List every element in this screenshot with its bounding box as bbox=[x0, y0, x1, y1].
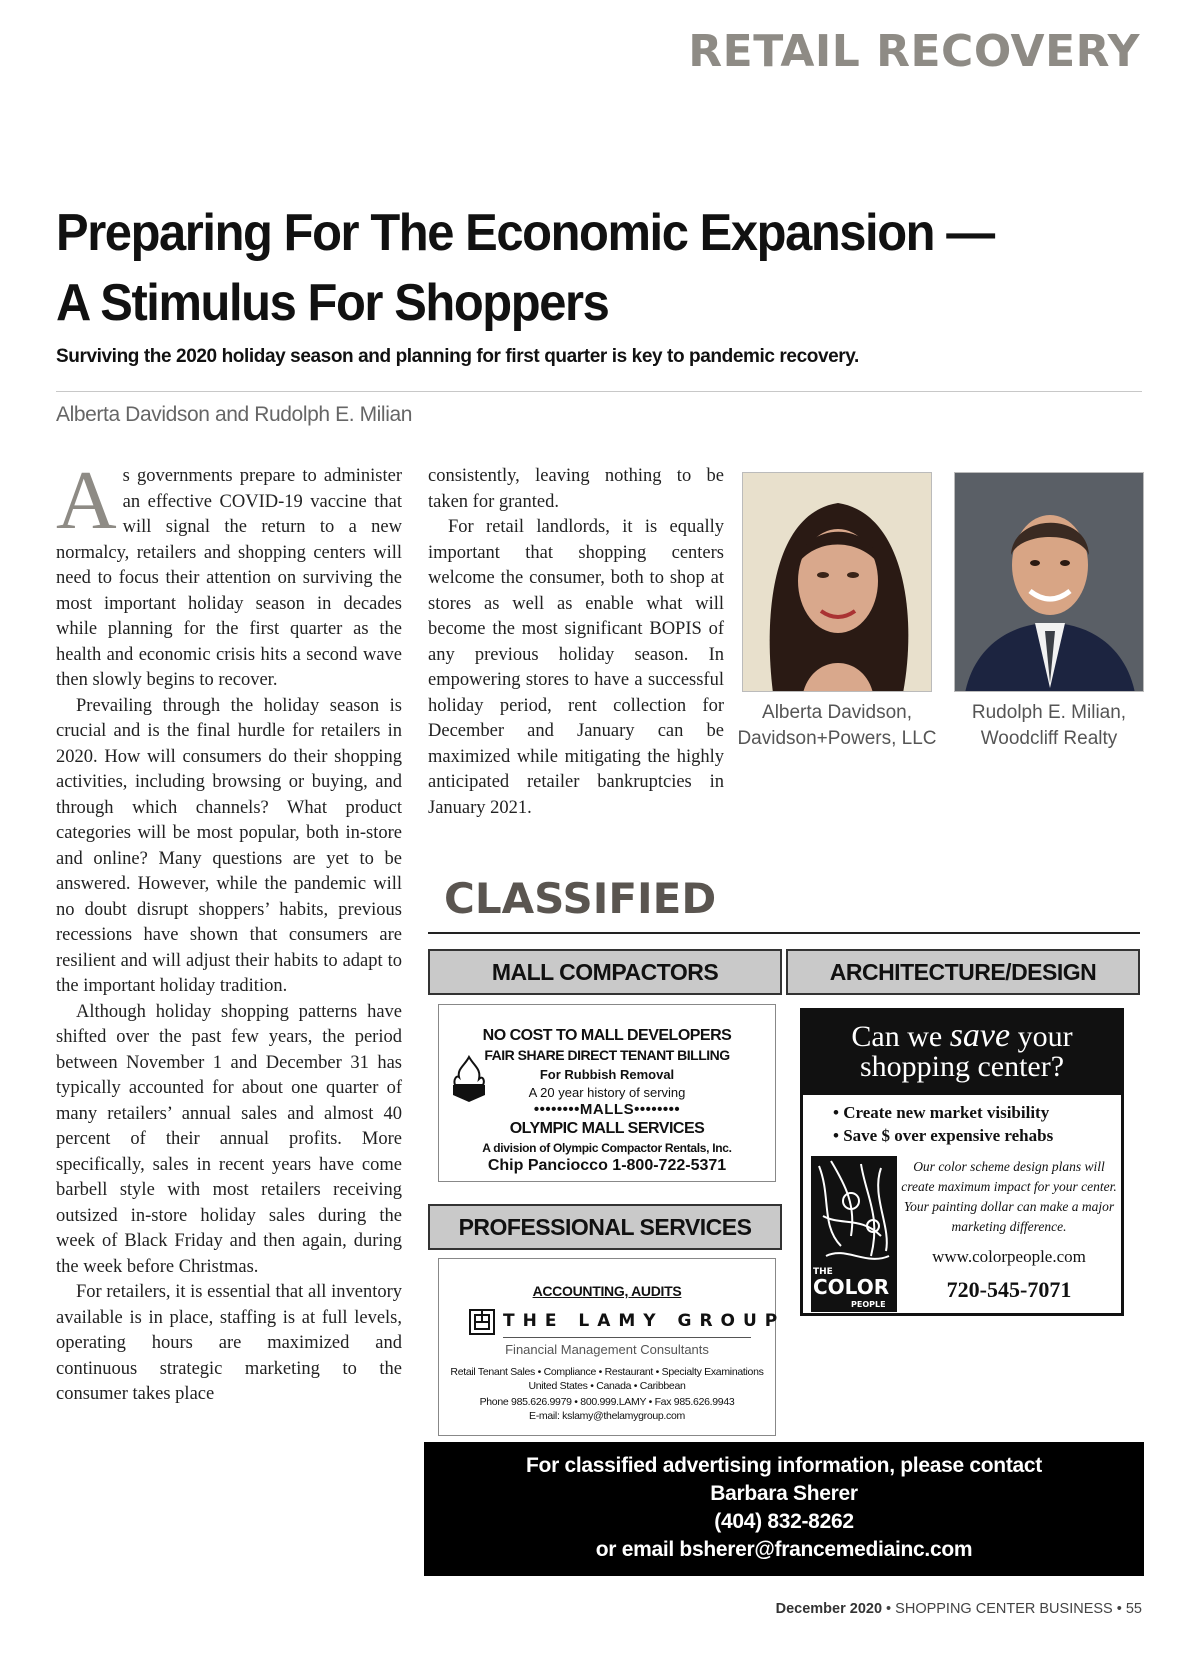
lamy-ad-underline bbox=[503, 1337, 751, 1338]
article-column-1 bbox=[56, 454, 402, 1408]
paragraph-2: Prevailing through the holiday season is crucial and is the final hurdle for retailers in 2020. How will consumers do their shopping activities, including browsing or buying, and through which channels? What product categories will be most popular, both in-store and online? Many questions are yet to be answered. However, while the pandemic will no doubt disrupt shoppers’ habits, previous recessions have shown that consumers are resilient and will adjust their habits to adapt to the important holiday tradition. bbox=[56, 695, 402, 996]
color-ad-website[interactable]: www.colorpeople.com bbox=[932, 1247, 1086, 1266]
section-header: RETAIL RECOVERY bbox=[688, 26, 1140, 77]
author-photo-alberta-davidson bbox=[742, 472, 932, 692]
caption-2-line1: Rudolph E. Milian, bbox=[971, 702, 1127, 723]
logo-color: COLOR bbox=[813, 1275, 890, 1299]
article-title-line1: Preparing For The Economic Expansion — bbox=[56, 204, 994, 262]
caption-1-line1: Alberta Davidson, bbox=[762, 702, 912, 723]
paragraph-3: Although holiday shopping patterns have shifted over the past few years, the period between November 1 and December 31 has typically accounted for about one quarter of many retailers’ annual sales and almost 40 percent of their annual profits. More specifically, sales in recent years have come barbell style with most retailers receiving outsized in-store holiday sales during the week of Black Friday and then again, during the week before Christmas. bbox=[56, 1001, 402, 1277]
lamy-ad-services bbox=[439, 1365, 775, 1393]
headline-line2: shopping center? bbox=[859, 1050, 1065, 1083]
lamy-logo-icon bbox=[469, 1309, 495, 1335]
paragraph-4: For retailers, it is essential that all inventory available is in place, staffing is at full levels, operating hours are maximized and continuous strategic marketing to the consumer takes place bbox=[56, 1282, 402, 1404]
paragraph-5: consistently, leaving nothing to be taken for granted. bbox=[428, 466, 724, 512]
mall-ad-line4: A 20 year history of serving bbox=[528, 1085, 686, 1100]
footer-publication: SHOPPING CENTER BUSINESS bbox=[895, 1601, 1113, 1617]
contact-phone: (404) 832-8262 bbox=[714, 1510, 854, 1533]
classified-contact-box bbox=[424, 1442, 1144, 1576]
mall-ad-line1: NO COST TO MALL DEVELOPERS bbox=[482, 1027, 732, 1044]
lamy-regions-line: United States • Canada • Caribbean bbox=[528, 1380, 686, 1392]
logo-the: THE bbox=[813, 1267, 833, 1277]
byline: Alberta Davidson and Rudolph E. Milian bbox=[56, 403, 413, 426]
caption-1-line2: Davidson+Powers, LLC bbox=[737, 728, 937, 749]
classified-divider bbox=[428, 932, 1140, 934]
abstract-art-icon bbox=[811, 1156, 897, 1312]
lamy-ad-subtitle: Financial Management Consultants bbox=[505, 1342, 709, 1357]
photo-caption-2 bbox=[944, 700, 1154, 752]
lamy-ad-name: THE LAMY GROUP bbox=[503, 1311, 786, 1331]
mall-ad-line6: OLYMPIC MALL SERVICES bbox=[509, 1120, 705, 1137]
article-title bbox=[56, 198, 1090, 338]
color-ad-phone: 720-545-7071 bbox=[946, 1277, 1072, 1302]
color-ad-bullet-2: • Save $ over expensive rehabs bbox=[833, 1126, 1054, 1145]
ad-the-color-people[interactable] bbox=[800, 1008, 1124, 1316]
category-mall-compactors: MALL COMPACTORS bbox=[428, 949, 782, 995]
lamy-services-line: Retail Tenant Sales • Compliance • Restaurant • Specialty Examinations bbox=[450, 1366, 764, 1378]
headline-pre: Can we bbox=[851, 1020, 950, 1053]
ad-olympic-mall-services[interactable] bbox=[438, 1004, 776, 1182]
author-photo-rudolph-milian bbox=[954, 472, 1144, 692]
lamy-email-line[interactable]: E-mail: kslamy@thelamygroup.com bbox=[529, 1410, 685, 1422]
page-footer bbox=[776, 1601, 1142, 1617]
contact-email[interactable]: or email bsherer@francemediainc.com bbox=[595, 1538, 973, 1561]
mall-ad-line5: ••••••••MALLS•••••••• bbox=[533, 1101, 681, 1118]
lamy-ad-contact bbox=[439, 1395, 775, 1423]
article-column-2 bbox=[428, 464, 724, 821]
portrait-man-image bbox=[955, 473, 1144, 692]
page-number: 55 bbox=[1125, 1601, 1142, 1617]
photo-caption-1 bbox=[732, 700, 942, 752]
logo-people: PEOPLE bbox=[851, 1300, 886, 1309]
footer-sep-1: • bbox=[882, 1601, 896, 1617]
color-ad-headline bbox=[803, 1011, 1121, 1095]
footer-sep-2: • bbox=[1112, 1601, 1126, 1617]
color-people-logo bbox=[811, 1156, 897, 1312]
portrait-woman-image bbox=[743, 473, 932, 692]
contact-line1: For classified advertising information, please contact bbox=[526, 1454, 1042, 1477]
category-architecture-design: ARCHITECTURE/DESIGN bbox=[786, 949, 1140, 995]
ad-the-lamy-group[interactable] bbox=[438, 1258, 786, 1436]
lamy-ad-heading: ACCOUNTING, AUDITS bbox=[532, 1283, 682, 1299]
footer-date: December 2020 bbox=[775, 1601, 883, 1617]
caption-2-line2: Woodcliff Realty bbox=[980, 728, 1118, 749]
paragraph-1-text: s governments prepare to administer an effective COVID-19 vaccine that will signal the return to a new normalcy, retailers and shopping centers will need to focus their attention on surviving the most important holiday season in decades while planning for the first quarter as the health and economic crisis hits a second wave then slowly begins to recover. bbox=[56, 466, 402, 690]
mall-ad-line2: FAIR SHARE DIRECT TENANT BILLING bbox=[484, 1047, 730, 1063]
category-professional-services: PROFESSIONAL SERVICES bbox=[428, 1204, 782, 1250]
contact-name: Barbara Sherer bbox=[710, 1482, 858, 1505]
article-subtitle: Surviving the 2020 holiday season and planning for first quarter is key to pandemic recovery. bbox=[56, 346, 859, 367]
color-ad-blurb: Our color scheme design plans will create maximum impact for your center. Your painting dollar can make a major marketing difference. bbox=[901, 1159, 1117, 1234]
mall-ad-contact: Chip Panciocco 1-800-722-5371 bbox=[487, 1157, 727, 1174]
paragraph-6: For retail landlords, it is equally important that shopping centers welcome the consumer, both to shop at stores as well as enable what will become the most significant BOPIS of any previous holiday season. In empowering stores to have a successful holiday period, rent collection for December and January can be maximized while mitigating the highly anticipated retailer bankruptcies in January 2021. bbox=[428, 517, 724, 818]
headline-em: save bbox=[949, 1017, 1011, 1054]
mall-ad-line7: A division of Olympic Compactor Rentals, Inc. bbox=[482, 1141, 732, 1155]
article-title-line2: A Stimulus For Shoppers bbox=[56, 274, 609, 332]
paragraph-1 bbox=[56, 454, 402, 694]
headline-post: your bbox=[1010, 1020, 1073, 1053]
drop-cap: A bbox=[56, 454, 117, 547]
color-ad-bullet-1: • Create new market visibility bbox=[833, 1103, 1050, 1122]
divider bbox=[56, 391, 1142, 392]
mall-ad-line3: For Rubbish Removal bbox=[539, 1067, 675, 1082]
lamy-phones-line: Phone 985.626.9979 • 800.999.LAMY • Fax 985.626.9943 bbox=[479, 1396, 735, 1408]
classified-title: CLASSIFIED bbox=[444, 874, 717, 923]
